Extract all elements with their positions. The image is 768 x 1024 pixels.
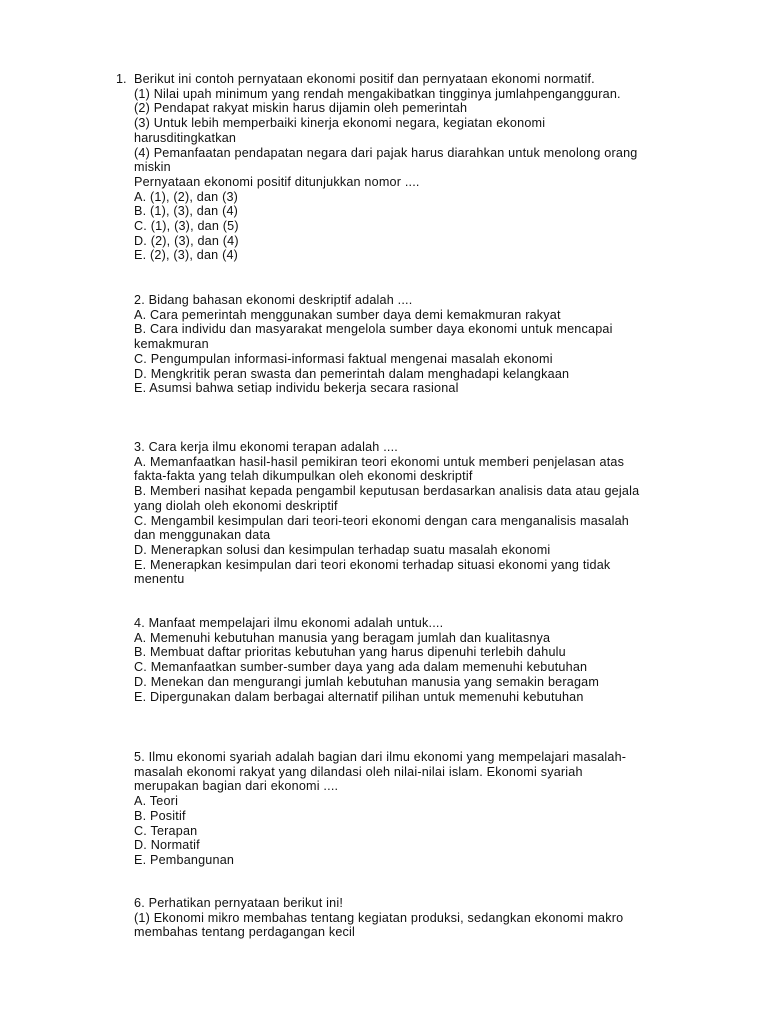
option-e: E. Menerapkan kesimpulan dari teori ekonomi terhadap situasi ekonomi yang tidak: [134, 557, 611, 572]
option-b: B. (1), (3), dan (4): [134, 204, 239, 219]
option-a: A. Cara pemerintah menggunakan sumber daya demi kemakmuran rakyat: [134, 307, 561, 322]
option-c: C. Pengumpulan informasi-informasi faktual mengenai masalah ekonomi: [134, 351, 553, 366]
option-d: D. Menerapkan solusi dan kesimpulan terhadap suatu masalah ekonomi: [134, 542, 551, 557]
question-1: [134, 72, 694, 263]
option-b-cont: kemakmuran: [134, 337, 209, 352]
option-b: B. Memberi nasihat kepada pengambil keputusan berdasarkan analisis data atau gejala: [134, 484, 640, 499]
option-c: C. (1), (3), dan (5): [134, 219, 239, 234]
question-2-stem: 2. Bidang bahasan ekonomi deskriptif adalah ....: [134, 293, 413, 307]
statement-1: (1) Ekonomi mikro membahas tentang kegiatan produksi, sedangkan ekonomi makro: [134, 910, 624, 925]
question-6-stem: 6. Perhatikan pernyataan berikut ini!: [134, 896, 344, 910]
option-c: C. Terapan: [134, 823, 198, 838]
option-e: E. Dipergunakan dalam berbagai alternatif pilihan untuk memenuhi kebutuhan: [134, 689, 584, 704]
option-b: B. Cara individu dan masyarakat mengelola sumber daya ekonomi untuk mencapai: [134, 322, 613, 337]
option-b-cont: yang diolah oleh ekonomi deskriptif: [134, 498, 338, 513]
question-4-stem: 4. Manfaat mempelajari ilmu ekonomi adalah untuk....: [134, 616, 444, 630]
statement-2: (2) Pendapat rakyat miskin harus dijamin oleh pemerintah: [134, 101, 468, 116]
option-a-cont: fakta-fakta yang telah dikumpulkan oleh ekonomi deskriptif: [134, 469, 473, 484]
option-e: E. (2), (3), dan (4): [134, 248, 239, 263]
option-c-cont: dan menggunakan data: [134, 528, 271, 543]
question-5-prompt: merupakan bagian dari ekonomi ....: [134, 779, 339, 794]
option-c: C. Mengambil kesimpulan dari teori-teori ekonomi dengan cara menganalisis masalah: [134, 513, 630, 528]
statement-1: (1) Nilai upah minimum yang rendah mengakibatkan tingginya jumlahpengangguran.: [134, 86, 621, 101]
option-a: A. Teori: [134, 794, 179, 809]
question-1-stem: Berikut ini contoh pernyataan ekonomi positif dan pernyataan ekonomi normatif.: [134, 72, 595, 86]
question-5: [134, 750, 694, 868]
option-e: E. Asumsi bahwa setiap individu bekerja secara rasional: [134, 381, 459, 396]
question-5-stem: 5. Ilmu ekonomi syariah adalah bagian dari ilmu ekonomi yang mempelajari masalah-: [134, 750, 627, 764]
question-2: [134, 293, 694, 396]
question-4: [134, 616, 694, 704]
statement-1-cont: membahas tentang perdagangan kecil: [134, 925, 356, 940]
option-c: C. Memanfaatkan sumber-sumber daya yang ada dalam memenuhi kebutuhan: [134, 660, 588, 675]
statement-4: (4) Pemanfaatan pendapatan negara dari pajak harus diarahkan untuk menolong orang: [134, 145, 638, 160]
question-3-stem: 3. Cara kerja ilmu ekonomi terapan adalah ....: [134, 440, 399, 454]
option-d: D. Normatif: [134, 838, 200, 853]
question-3: [134, 440, 694, 587]
option-e: E. Pembangunan: [134, 852, 235, 867]
option-d: D. Mengkritik peran swasta dan pemerintah dalam menghadapi kelangkaan: [134, 366, 570, 381]
statement-3-cont: harusditingkatkan: [134, 130, 237, 145]
option-b: B. Membuat daftar prioritas kebutuhan yang harus dipenuhi terlebih dahulu: [134, 645, 566, 660]
option-d: D. (2), (3), dan (4): [134, 233, 239, 248]
statement-4-cont: miskin: [134, 160, 171, 175]
option-a: A. Memenuhi kebutuhan manusia yang beragam jumlah dan kualitasnya: [134, 630, 551, 645]
question-6: [134, 896, 694, 940]
question-5-stem-cont: masalah ekonomi rakyat yang dilandasi oleh nilai-nilai islam. Ekonomi syariah: [134, 764, 583, 779]
option-d: D. Menekan dan mengurangi jumlah kebutuhan manusia yang semakin beragam: [134, 674, 600, 689]
question-1-prompt: Pernyataan ekonomi positif ditunjukkan nomor ....: [134, 174, 420, 189]
option-b: B. Positif: [134, 808, 186, 823]
option-e-cont: menentu: [134, 572, 185, 587]
option-a: A. (1), (2), dan (3): [134, 189, 239, 204]
statement-3: (3) Untuk lebih memperbaiki kinerja ekonomi negara, kegiatan ekonomi: [134, 116, 546, 131]
option-a: A. Memanfaatkan hasil-hasil pemikiran teori ekonomi untuk memberi penjelasan atas: [134, 454, 625, 469]
question-1-number: 1.: [116, 72, 127, 86]
